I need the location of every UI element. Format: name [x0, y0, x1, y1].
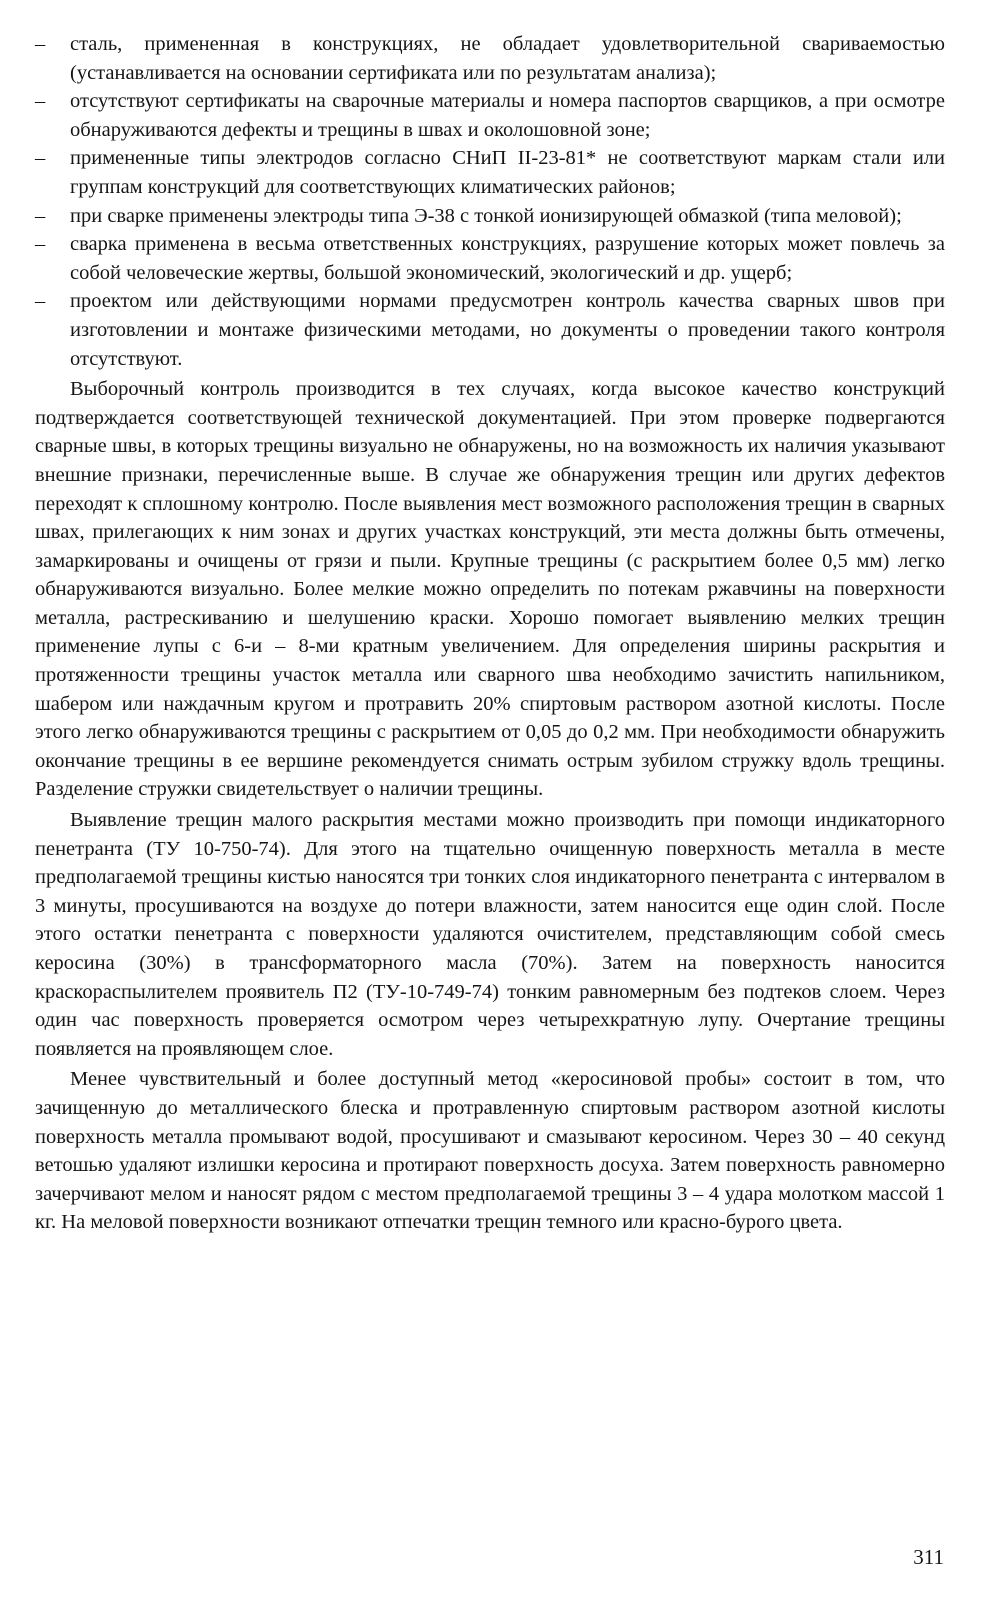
bullet-item: – сталь, примененная в конструкциях, не обладает удовлетворительной свариваемостью (устанавливается на основании сертификата или по результатам анализа);	[35, 30, 945, 87]
bullet-item: – отсутствуют сертификаты на сварочные материалы и номера паспортов сварщиков, а при осмотре обнаруживаются дефекты и трещины в швах и околошовной зоне;	[35, 87, 945, 144]
paragraph-penetrant: Выявление трещин малого раскрытия местами можно производить при помощи индикаторного пенетранта (ТУ 10-750-74). Для этого на тщательно очищенную поверхность металла в месте предполагаемой трещины кистью наносятся три тонких слоя индикаторного пенетранта с интервалом в 3 минуты, просушиваются на воздухе до потери влажности, затем наносится еще один слой. После этого остатки пенетранта с поверхности удаляются очистителем, представляющим собой смесь керосина (30%) в трансформаторного масла (70%). Затем на поверхность наносится краскораспылителем проявитель П2 (ТУ-10-749-74) тонким равномерным без подтеков слоем. Через один час поверхность проверяется осмотром через четырехкратную лупу. Очертание трещины появляется на проявляющем слое.	[35, 809, 945, 1060]
bullet-item: – примененные типы электродов согласно СНиП II-23-81* не соответствуют маркам стали или группам конструкций для соответствующих климатических районов;	[35, 144, 945, 201]
page-number: 311	[913, 1545, 944, 1569]
bullet-list	[35, 30, 945, 373]
bullet-item: – сварка применена в весьма ответственных конструкциях, разрушение которых может повлечь за собой человеческие жертвы, большой экономический, экологический и др. ущерб;	[35, 230, 945, 287]
paragraph-selective-control: Выборочный контроль производится в тех случаях, когда высокое качество конструкций подтверждается соответствующей технической документацией. При этом проверке подвергаются сварные швы, в которых трещины визуально не обнаружены, но на возможность их наличия указывают внешние признаки, перечисленные выше. В случае же обнаружения трещин или других дефектов переходят к сплошному контролю. После выявления мест возможного расположения трещин в сварных швах, прилегающих к ним зонах и других участках конструкций, эти места должны быть отмечены, замаркированы и очищены от грязи и пыли. Крупные трещины (с раскрытием более 0,5 мм) легко обнаруживаются визуально. Более мелкие можно определить по потекам ржавчины на поверхности металла, растрескиванию и шелушению краски. Хорошо помогает выявлению мелких трещин применение лупы с 6-и – 8-ми кратным увеличением. Для определения ширины раскрытия и протяженности трещины участок металла или сварного шва необходимо зачистить напильником, шабером или наждачным кругом и протравить 20% спиртовым раствором азотной кислоты. После этого легко обнаруживаются трещины с раскрытием от 0,05 до 0,2 мм. При необходимости обнаружить окончание трещины в ее вершине рекомендуется снимать острым зубилом стружку вдоль трещины. Разделение стружки свидетельствует о наличии трещины.	[35, 378, 945, 801]
bullet-item: – проектом или действующими нормами предусмотрен контроль качества сварных швов при изготовлении и монтаже физическими методами, но документы о проведении такого контроля отсутствуют.	[35, 287, 945, 373]
paragraph-kerosene-test: Менее чувствительный и более доступный метод «керосиновой пробы» состоит в том, что зачищенную до металлического блеска и протравленную спиртовым раствором азотной кислоты поверхность металла промывают водой, просушивают и смазывают керосином. Через 30 – 40 секунд ветошью удаляют излишки керосина и протирают поверхность досуха. Затем поверхность равномерно зачерчивают мелом и наносят рядом с местом предполагаемой трещины 3 – 4 удара молотком массой 1 кг. На меловой поверхности возникают отпечатки трещин темного или красно-бурого цвета.	[35, 1068, 945, 1234]
bullet-item: – при сварке применены электроды типа Э-38 с тонкой ионизирующей обмазкой (типа меловой);	[35, 202, 945, 231]
page-body	[35, 30, 945, 1237]
